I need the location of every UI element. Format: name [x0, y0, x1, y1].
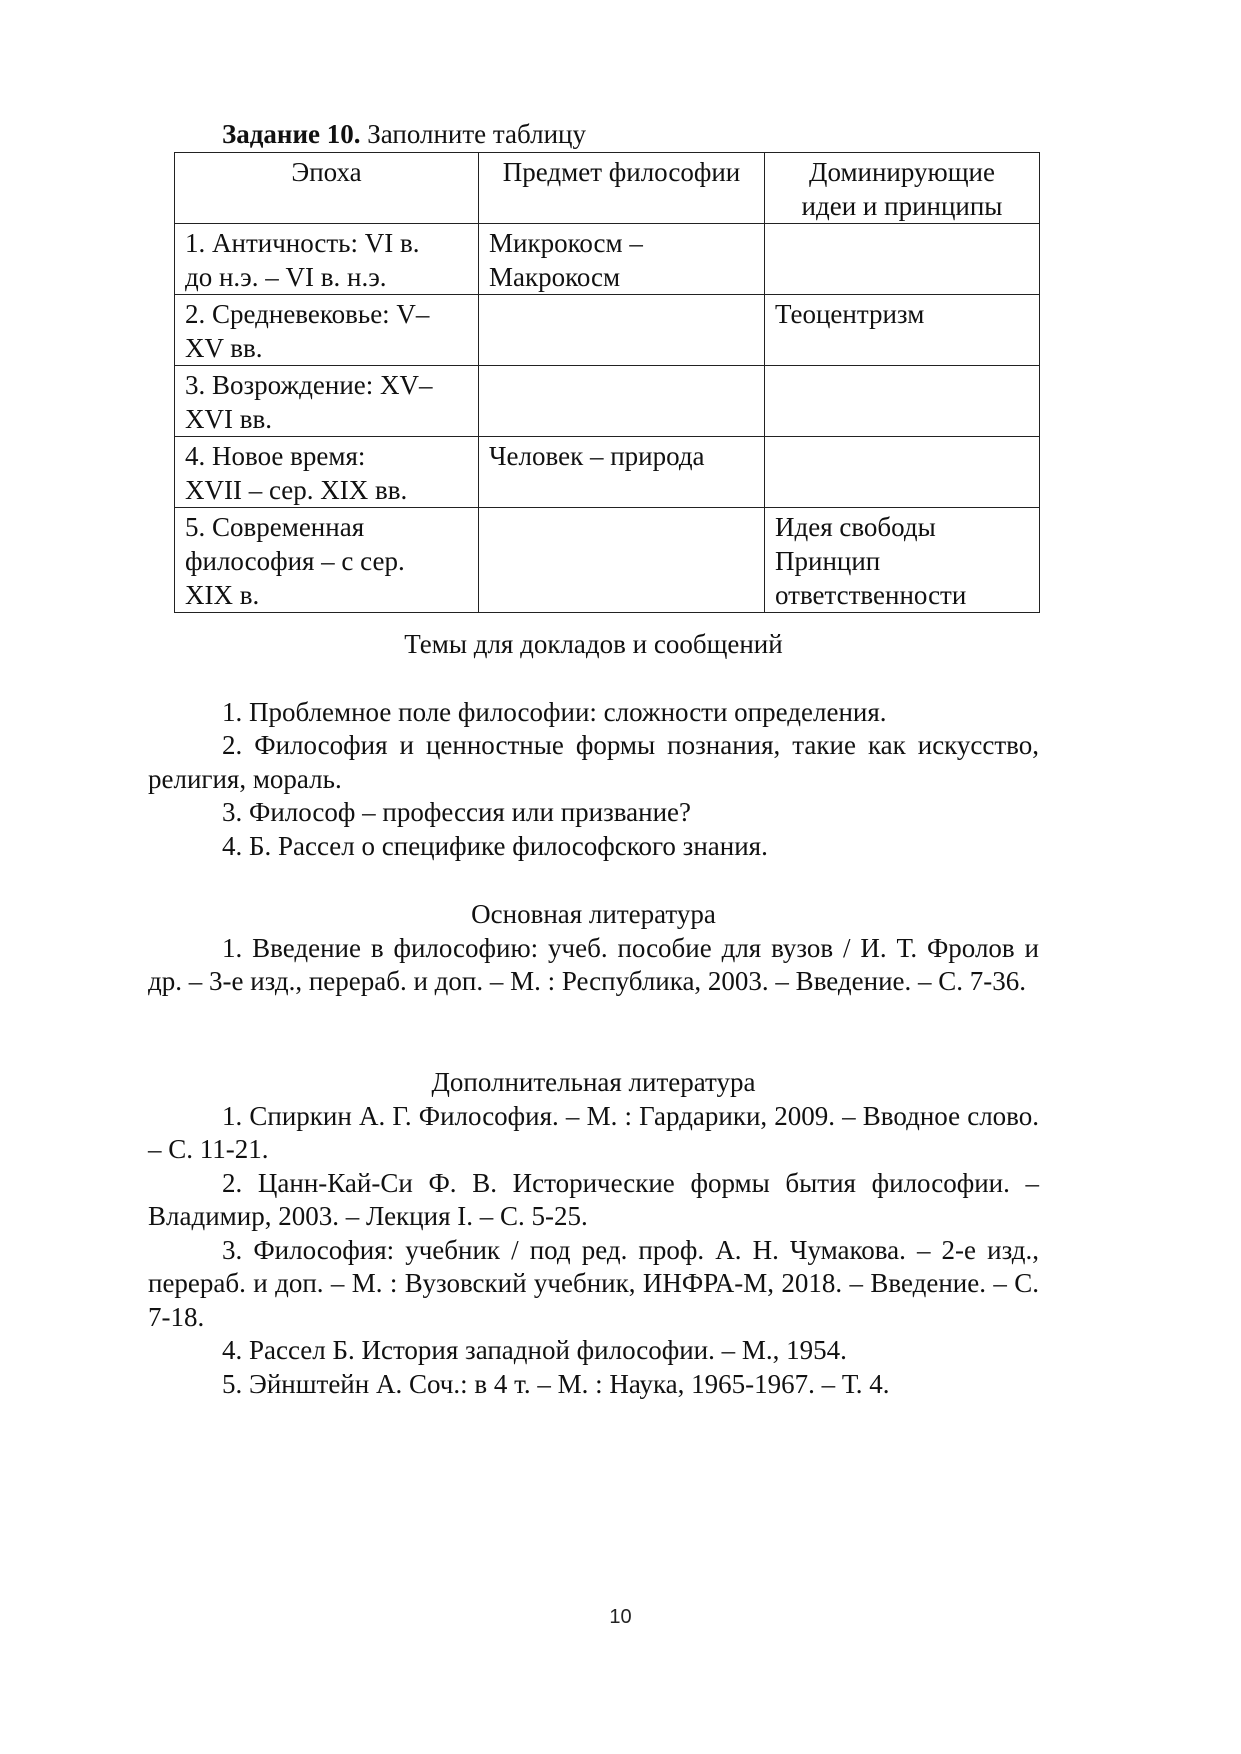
literature-item: 5. Эйнштейн А. Соч.: в 4 т. – М. : Наука, 1965-1967. – Т. 4. — [222, 1368, 890, 1399]
table-cell[interactable] — [479, 366, 765, 437]
table-row — [175, 508, 1040, 613]
literature-item: 3. Философия: учебник / под ред. проф. А. Н. Чумакова. – 2-е изд., перераб. и доп. – М. : Вузовский учебник, ИНФРА-М, 2018. – Введение. – С. 7-18. — [148, 1234, 1039, 1332]
main-literature-section — [148, 898, 1039, 999]
table-cell[interactable]: 5. Современная философия – с сер. XIX в. — [175, 508, 479, 613]
topics-heading: Темы для докладов и сообщений — [404, 629, 783, 659]
topics-section — [148, 628, 1039, 863]
main-literature-heading: Основная литература — [471, 899, 716, 929]
literature-item: 1. Введение в философию: учеб. пособие для вузов / И. Т. Фролов и др. – 3-е изд., перераб. и доп. – М. : Республика, 2003. – Введение. – С. 7-36. — [148, 932, 1039, 996]
literature-item: 4. Рассел Б. История западной философии. – М., 1954. — [222, 1335, 847, 1365]
header-cell-epoch: Эпоха — [175, 153, 479, 224]
page-number: 10 — [609, 1606, 632, 1628]
table-row — [175, 224, 1040, 295]
topic-item: 3. Философ – профессия или призвание? — [222, 797, 692, 827]
table-cell[interactable]: 4. Новое время: XVII – сер. XIX вв. — [175, 437, 479, 508]
table-cell[interactable] — [765, 437, 1040, 508]
extra-literature-heading: Дополнительная литература — [431, 1067, 756, 1097]
table-cell[interactable] — [479, 508, 765, 613]
extra-literature-section — [148, 1066, 1039, 1401]
task-label: Задание 10. — [222, 119, 361, 149]
table-header-row — [175, 153, 1040, 224]
table-cell[interactable]: 2. Средневековье: V– XV вв. — [175, 295, 479, 366]
task-title — [222, 118, 586, 150]
table-cell[interactable]: Идея свободы Принцип ответственности — [765, 508, 1040, 613]
table-cell[interactable] — [765, 224, 1040, 295]
topic-item: 2. Философия и ценностные формы познания, такие как искусство, религия, мораль. — [148, 730, 1039, 794]
header-cell-subject: Предмет философии — [479, 153, 765, 224]
table-cell[interactable]: Микрокосм – Макрокосм — [479, 224, 765, 295]
literature-item: 1. Спиркин А. Г. Философия. – М. : Гардарики, 2009. – Вводное слово. – С. 11-21. — [148, 1100, 1039, 1164]
table-cell[interactable] — [479, 295, 765, 366]
table-row — [175, 295, 1040, 366]
table-row — [175, 437, 1040, 508]
topic-item: 1. Проблемное поле философии: сложности определения. — [222, 696, 887, 727]
table-cell[interactable] — [765, 366, 1040, 437]
table-cell[interactable]: 3. Возрождение: XV– XVI вв. — [175, 366, 479, 437]
header-cell-ideas: Доминирующие идеи и принципы — [765, 153, 1040, 224]
topic-item: 4. Б. Рассел о специфике философского знания. — [222, 830, 768, 861]
table-cell[interactable]: 1. Античность: VI в. до н.э. – VI в. н.э. — [175, 224, 479, 295]
epochs-table — [174, 152, 1040, 613]
table-row — [175, 366, 1040, 437]
table-cell[interactable]: Человек – природа — [479, 437, 765, 508]
literature-item: 2. Цанн-Кай-Си Ф. В. Исторические формы бытия философии. – Владимир, 2003. – Лекция I. – С. 5-25. — [148, 1167, 1039, 1231]
task-text: Заполните таблицу — [360, 119, 586, 149]
table-cell[interactable]: Теоцентризм — [765, 295, 1040, 366]
